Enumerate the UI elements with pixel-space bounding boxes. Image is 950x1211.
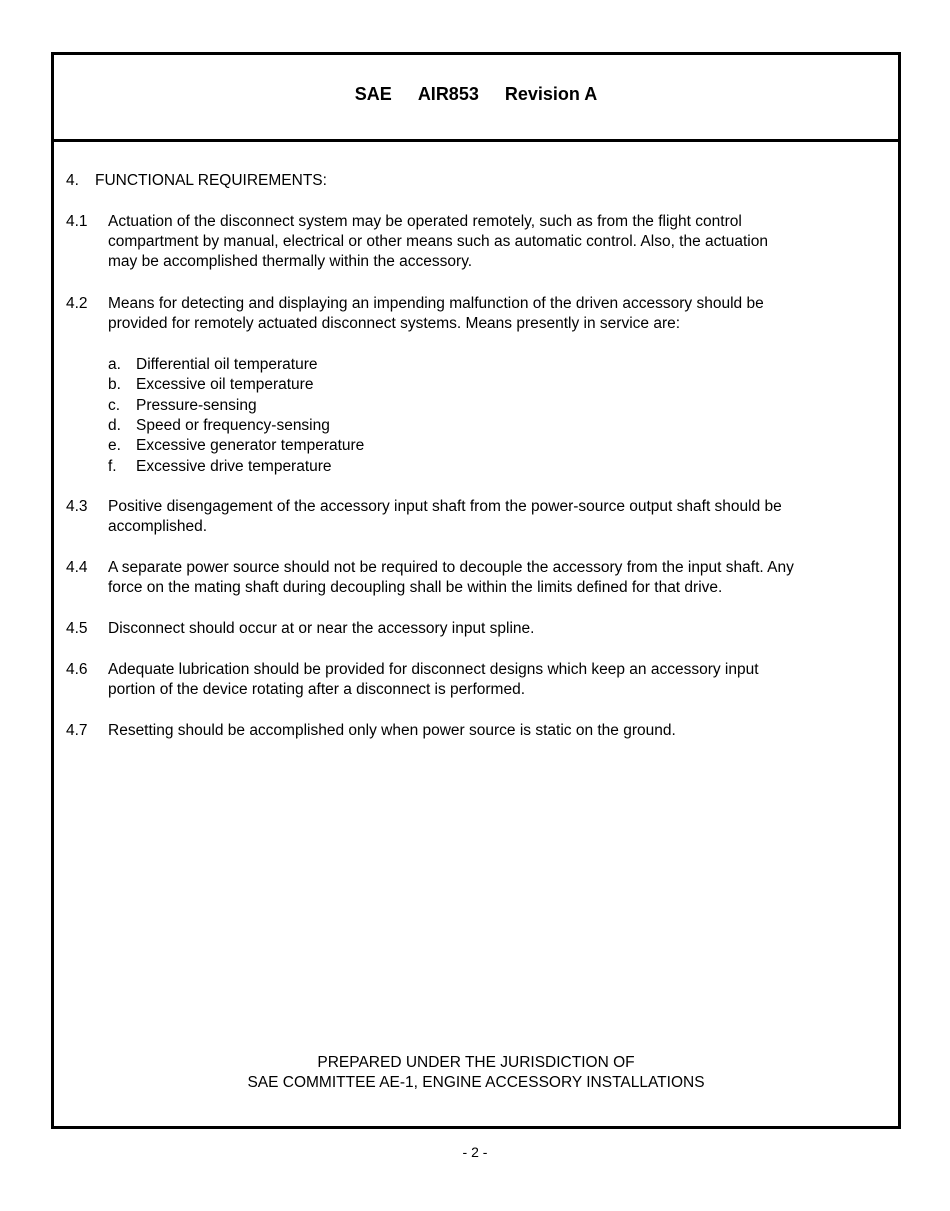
paragraph-line: force on the mating shaft during decoupling shall be within the limits defined for that drive.: [108, 579, 723, 596]
list-text: Excessive drive temperature: [136, 458, 332, 475]
paragraph-line: Disconnect should occur at or near the accessory input spline.: [108, 620, 535, 637]
paragraph-line: Resetting should be accomplished only when power source is static on the ground.: [108, 722, 676, 739]
paragraph-number: 4.1: [66, 213, 88, 230]
list-letter: e.: [108, 437, 121, 454]
paragraph-number: 4.3: [66, 498, 88, 515]
paragraph-number: 4.6: [66, 661, 88, 678]
document-header: [54, 55, 898, 142]
list-text: Pressure-sensing: [136, 397, 257, 414]
list-letter: d.: [108, 417, 121, 434]
prepared-line-2: SAE COMMITTEE AE-1, ENGINE ACCESSORY INSTALLATIONS: [247, 1074, 705, 1091]
paragraph-line: Actuation of the disconnect system may be operated remotely, such as from the flight control: [108, 213, 742, 230]
list-text: Speed or frequency-sensing: [136, 417, 330, 434]
paragraph-line: Positive disengagement of the accessory input shaft from the power-source output shaft should be: [108, 498, 782, 515]
prepared-statement: [54, 1053, 898, 1093]
paragraph-line: compartment by manual, electrical or other means such as automatic control. Also, the actuation: [108, 233, 768, 250]
list-text: Excessive generator temperature: [136, 437, 365, 454]
document-title: [54, 84, 898, 105]
paragraph-number: 4.2: [66, 295, 88, 312]
paragraph-line: provided for remotely actuated disconnect systems. Means presently in service are:: [108, 315, 681, 332]
list-text: Excessive oil temperature: [136, 376, 314, 393]
list-letter: c.: [108, 397, 121, 414]
paragraph-line: accomplished.: [108, 518, 208, 535]
detection-means-list: [66, 355, 881, 479]
paragraph-4-3: [66, 497, 881, 539]
paragraph-line: Means for detecting and displaying an impending malfunction of the driven accessory should be: [108, 295, 764, 312]
paragraph-line: may be accomplished thermally within the accessory.: [108, 253, 473, 270]
header-org: SAE: [354, 84, 392, 104]
paragraph-number: 4.4: [66, 559, 88, 576]
header-doc-id: AIR853: [417, 84, 479, 104]
section-number: 4.: [66, 172, 79, 189]
paragraph-number: 4.7: [66, 722, 88, 739]
paragraph-number: 4.5: [66, 620, 88, 637]
list-letter: a.: [108, 356, 121, 373]
list-text: Differential oil temperature: [136, 356, 318, 373]
section-heading: [66, 171, 866, 192]
list-letter: f.: [108, 458, 117, 475]
paragraph-line: A separate power source should not be required to decouple the accessory from the input shaft. Any: [108, 559, 794, 576]
header-revision: Revision A: [504, 84, 598, 104]
list-letter: b.: [108, 376, 121, 393]
paragraph-line: portion of the device rotating after a disconnect is performed.: [108, 681, 526, 698]
paragraph-4-1: [66, 212, 881, 274]
section-title: FUNCTIONAL REQUIREMENTS:: [95, 172, 327, 189]
paragraph-4-2: [66, 294, 881, 336]
page-frame: [51, 52, 901, 1129]
paragraph-4-6: [66, 660, 881, 702]
paragraph-4-5: [66, 619, 881, 640]
paragraph-4-7: [66, 721, 881, 742]
paragraph-line: Adequate lubrication should be provided for disconnect designs which keep an accessory input: [108, 661, 759, 678]
paragraph-4-4: [66, 558, 881, 600]
prepared-line-1: PREPARED UNDER THE JURISDICTION OF: [317, 1054, 635, 1071]
page-number: - 2 -: [462, 1144, 488, 1160]
